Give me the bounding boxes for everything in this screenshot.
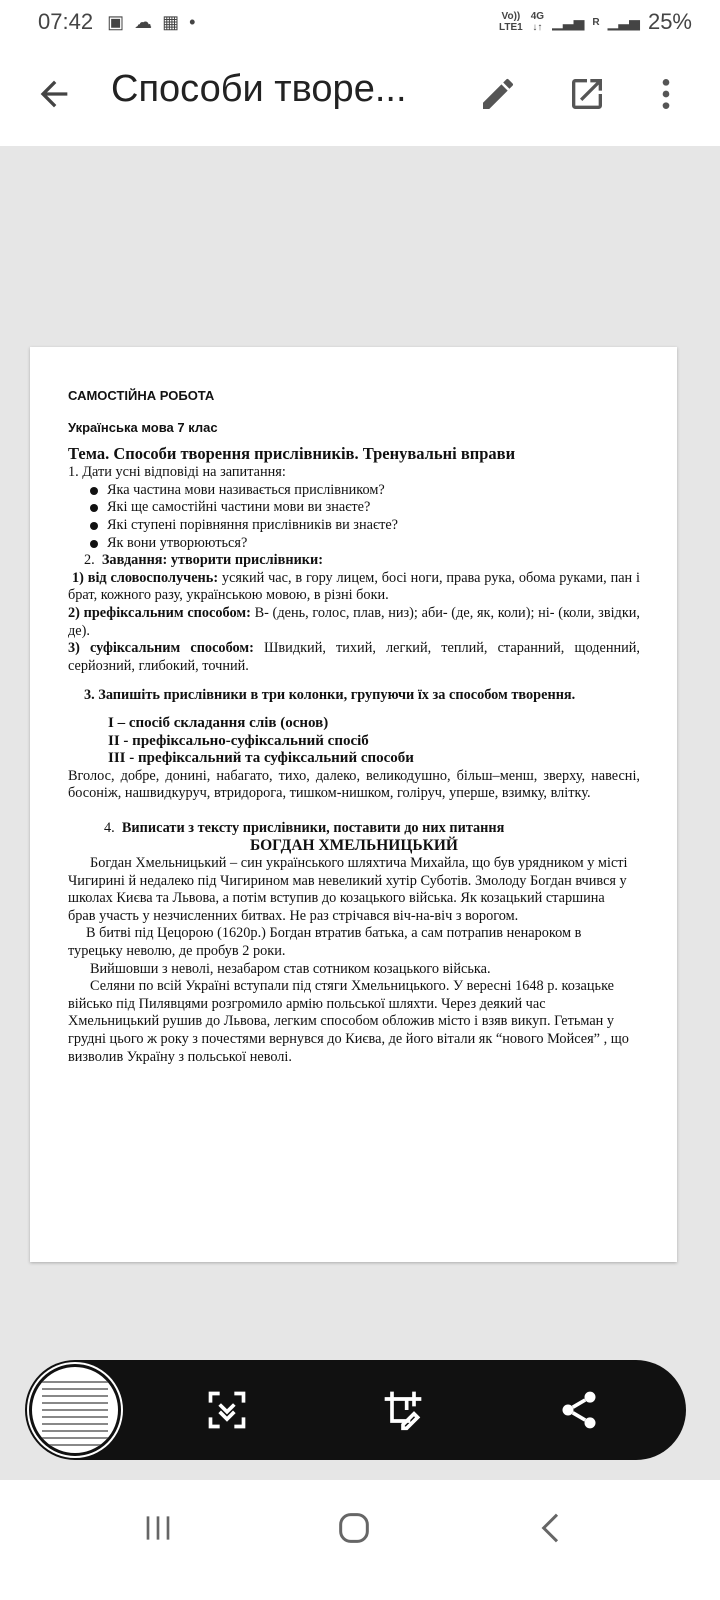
doc-topic: Тема. Способи творення прислівників. Тренувальні вправи [68,444,516,464]
calendar-icon: ▦ [162,11,180,32]
task-2-2: 2) префіксальним способом: В- (день, голос, плав, низ); аби- (де, як, коли); ні- (коли, звідки, де). [68,604,640,639]
story-paragraph: Вийшовши з неволі, незабаром став сотником козацького війська. [90,960,491,977]
scroll-capture-icon[interactable] [205,1388,249,1432]
gallery-icon: ▣ [107,11,125,32]
column-3: III - префіксальний та суфіксальний способи [108,750,414,767]
cloud-icon: ☁ [134,11,153,32]
document-page[interactable] [30,347,677,1262]
question-list [68,482,640,552]
network-type: 4G ↓↑ [530,11,545,33]
more-options-icon[interactable] [646,74,686,114]
signal-icon-2: ▁▃▅ [607,13,640,30]
volte-indicator: Vo)) LTE1 [499,11,523,33]
task-2-3: 3) суфіксальним способом: Швидкий, тихий, легкий, теплий, старанний, щоденний, серйозний, глибокий, точний. [68,640,640,674]
open-external-icon[interactable] [567,74,607,114]
task-2-1: 1) від словосполучень: усякий час, в гору лицем, босі ноги, права рука, обома руками, пан і брат, кожного разу, українською мовою, в різні боки. [68,569,641,604]
share-icon[interactable] [557,1388,601,1432]
column-2: II - префіксально-суфіксальний спосіб [108,732,369,749]
recent-apps-icon[interactable] [138,1508,178,1548]
doc-subject: Українська мова 7 клас [68,419,218,435]
screenshot-thumbnail[interactable] [29,1364,121,1456]
app-bar [0,44,720,146]
question-item: Які ще самостійні частини мови ви знаєте? [90,499,640,517]
task-2: 2. Завдання: утворити прислівники: [84,552,324,569]
edit-pencil-icon[interactable] [478,74,518,114]
task-1: 1. Дати усні відповіді на запитання: [68,464,286,481]
home-icon[interactable] [334,1508,374,1548]
back-arrow-icon[interactable] [34,74,74,114]
task-4: 4. Виписати з тексту прислівники, поставити до них питання [104,819,505,836]
story-paragraph: Богдан Хмельницький – син українського шляхтича Михайла, що був урядником у місті Чигирині й недалеко під Чигирином мав невеликий хутір Суботів. Змолоду Богдан вчився у школах Києва та Львова, а потім вступив до козацького війська. Як козацький старшина брав участь у незчисленних битвах. Не раз стрічався віч-на-віч з ворогом. [68,855,628,924]
roaming-indicator: R [592,16,600,28]
crop-edit-icon[interactable] [381,1388,425,1432]
question-item: Яка частина мови називається прислівником? [90,482,640,500]
clock: 07:42 [38,9,94,34]
story-paragraph: В битві під Цецорою (1620р.) Богдан втратив батька, а сам потрапив ненароком в турецьку неволю, де пробув 2 роки. [68,925,582,960]
status-bar [0,0,720,44]
navigation-bar [0,1480,720,1600]
back-icon[interactable] [532,1508,572,1548]
screenshot-toolbar [25,1360,686,1460]
task-3-words: Вголос, добре, донині, набагато, тихо, далеко, великодушно, більш–менш, зверху, навесні, босоніж, нашвидкуруч, втридорога, тишком-нишком, голіруч, уперше, взимку, влітку. [68,767,640,802]
column-1: I – спосіб складання слів (основ) [108,714,329,731]
dot-icon: • [189,11,196,32]
question-item: Як вони утворюються? [90,535,640,553]
doc-heading: САМОСТІЙНА РОБОТА [68,388,215,403]
question-item: Які ступені порівняння прислівників ви знаєте? [90,517,640,535]
story-title: БОГДАН ХМЕЛЬНИЦЬКИЙ [249,837,458,855]
signal-icon: ▁▃▅ [552,13,585,30]
story-paragraph: Селяни по всій Україні вступали під стяги Хмельницького. У вересні 1648 р. козацьке військо під Пилявцями розгромило армію польської шляхти. Через деякий час Хмельницький рушив до Львова, легким способом обложив місто і взяв викуп. Гетьман у грудні цього ж року з почестями вернувся до Києва, де його вітали як “нового Мойсея” , що визволив Україну з польської неволі. [68,978,629,1065]
battery-level: 25% [647,9,692,34]
document-title: Способи творе... [111,68,407,110]
task-3: 3. Запишіть прислівники в три колонки, групуючи їх за способом творення. [84,687,576,704]
